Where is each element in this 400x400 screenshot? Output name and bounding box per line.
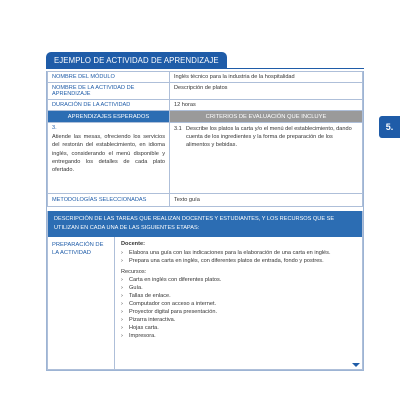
activity-table bbox=[46, 71, 364, 371]
header-aprendizajes: APRENDIZAJES ESPERADOS bbox=[48, 111, 170, 123]
header-criterios: CRITERIOS DE EVALUACIÓN QUE INCLUYE bbox=[170, 111, 363, 123]
list-item: › Computador con acceso a internet. bbox=[121, 301, 217, 308]
value-metodologias: Texto guía bbox=[170, 194, 363, 207]
list-item: › Hojas carta. bbox=[121, 325, 159, 332]
row-learning bbox=[48, 123, 363, 194]
value-modulo: Inglés técnico para la industria de la hospitalidad bbox=[170, 72, 363, 83]
learning-outcome bbox=[48, 123, 170, 194]
continue-arrow-icon bbox=[352, 363, 360, 367]
title-underline bbox=[46, 68, 364, 69]
list-item: › Pizarra interactiva. bbox=[121, 317, 176, 324]
preparation-label: PREPARACIÓN DE LA ACTIVIDAD bbox=[48, 237, 115, 369]
value-actividad: Descripción de platos bbox=[170, 83, 363, 100]
row-metodologias bbox=[48, 194, 363, 207]
preparation-content bbox=[115, 237, 362, 369]
title-row bbox=[46, 52, 364, 69]
criterion-number: 3.1 bbox=[174, 126, 182, 132]
list-item: › Tallas de enlace. bbox=[121, 292, 171, 299]
value-duracion: 12 horas bbox=[170, 100, 363, 111]
criteria-cell bbox=[170, 123, 363, 194]
list-item: › Elabora una guía con las indicaciones para la elaboración de una carta en inglés. bbox=[121, 249, 331, 256]
list-item: › Carta en inglés con diferentes platos. bbox=[121, 276, 222, 283]
bullet-icon: › bbox=[121, 317, 123, 324]
learning-text: Atiende las mesas, ofreciendo los servicios del restorán del establecimiento, en idioma inglés, considerando el menú disponible y entregando los detalles de cada plato ofertado. bbox=[52, 134, 165, 174]
label-duracion: DURACIÓN DE LA ACTIVIDAD bbox=[48, 100, 170, 111]
criterion-item bbox=[174, 125, 358, 150]
preparation-section bbox=[47, 237, 363, 370]
bullet-icon: › bbox=[121, 301, 123, 308]
criterion-text: Describe los platos la carta y/o el menú del establecimiento, dando cuenta de los ingredientes y la forma de preparación de los alimentos y bebidas. bbox=[186, 126, 352, 149]
description-bar: DESCRIPCIÓN DE LAS TAREAS QUE REALIZAN DOCENTES Y ESTUDIANTES, Y LOS RECURSOS QUE SE UTILIZAN EN CADA UNA DE LAS SIGUIENTES ETAPAS: bbox=[47, 211, 363, 237]
label-metodologias: METODOLOGÍAS SELECCIONADAS bbox=[48, 194, 170, 207]
list-item: › Prepara una carta en inglés, con diferentes platos de entrada, fondo y postres. bbox=[121, 257, 324, 264]
bullet-icon: › bbox=[121, 309, 123, 316]
docente-heading: Docente: bbox=[121, 240, 145, 247]
bullet-icon: › bbox=[121, 257, 123, 264]
label-actividad: NOMBRE DE LA ACTIVIDAD DE APRENDIZAJE bbox=[48, 83, 170, 100]
list-item: › Proyector digital para presentación. bbox=[121, 309, 217, 316]
bullet-icon: › bbox=[121, 292, 123, 299]
recursos-heading: Recursos: bbox=[121, 268, 147, 275]
info-table bbox=[47, 71, 363, 207]
list-item: › Guía. bbox=[121, 284, 143, 291]
bullet-icon: › bbox=[121, 284, 123, 291]
bullet-icon: › bbox=[121, 249, 123, 256]
row-actividad bbox=[48, 83, 363, 100]
page-title: EJEMPLO DE ACTIVIDAD DE APRENDIZAJE bbox=[46, 52, 227, 69]
list-item: › Impresora. bbox=[121, 333, 156, 340]
recursos-list bbox=[121, 276, 356, 341]
bullet-icon: › bbox=[121, 333, 123, 340]
activity-sheet bbox=[46, 52, 364, 371]
row-duracion bbox=[48, 100, 363, 111]
subheader-row bbox=[48, 111, 363, 123]
learning-number: 3. bbox=[52, 125, 57, 131]
bullet-icon: › bbox=[121, 325, 123, 332]
docente-list bbox=[121, 249, 356, 265]
row-modulo bbox=[48, 72, 363, 83]
chapter-tab: 5. bbox=[379, 116, 400, 138]
label-modulo: NOMBRE DEL MÓDULO bbox=[48, 72, 170, 83]
bullet-icon: › bbox=[121, 276, 123, 283]
